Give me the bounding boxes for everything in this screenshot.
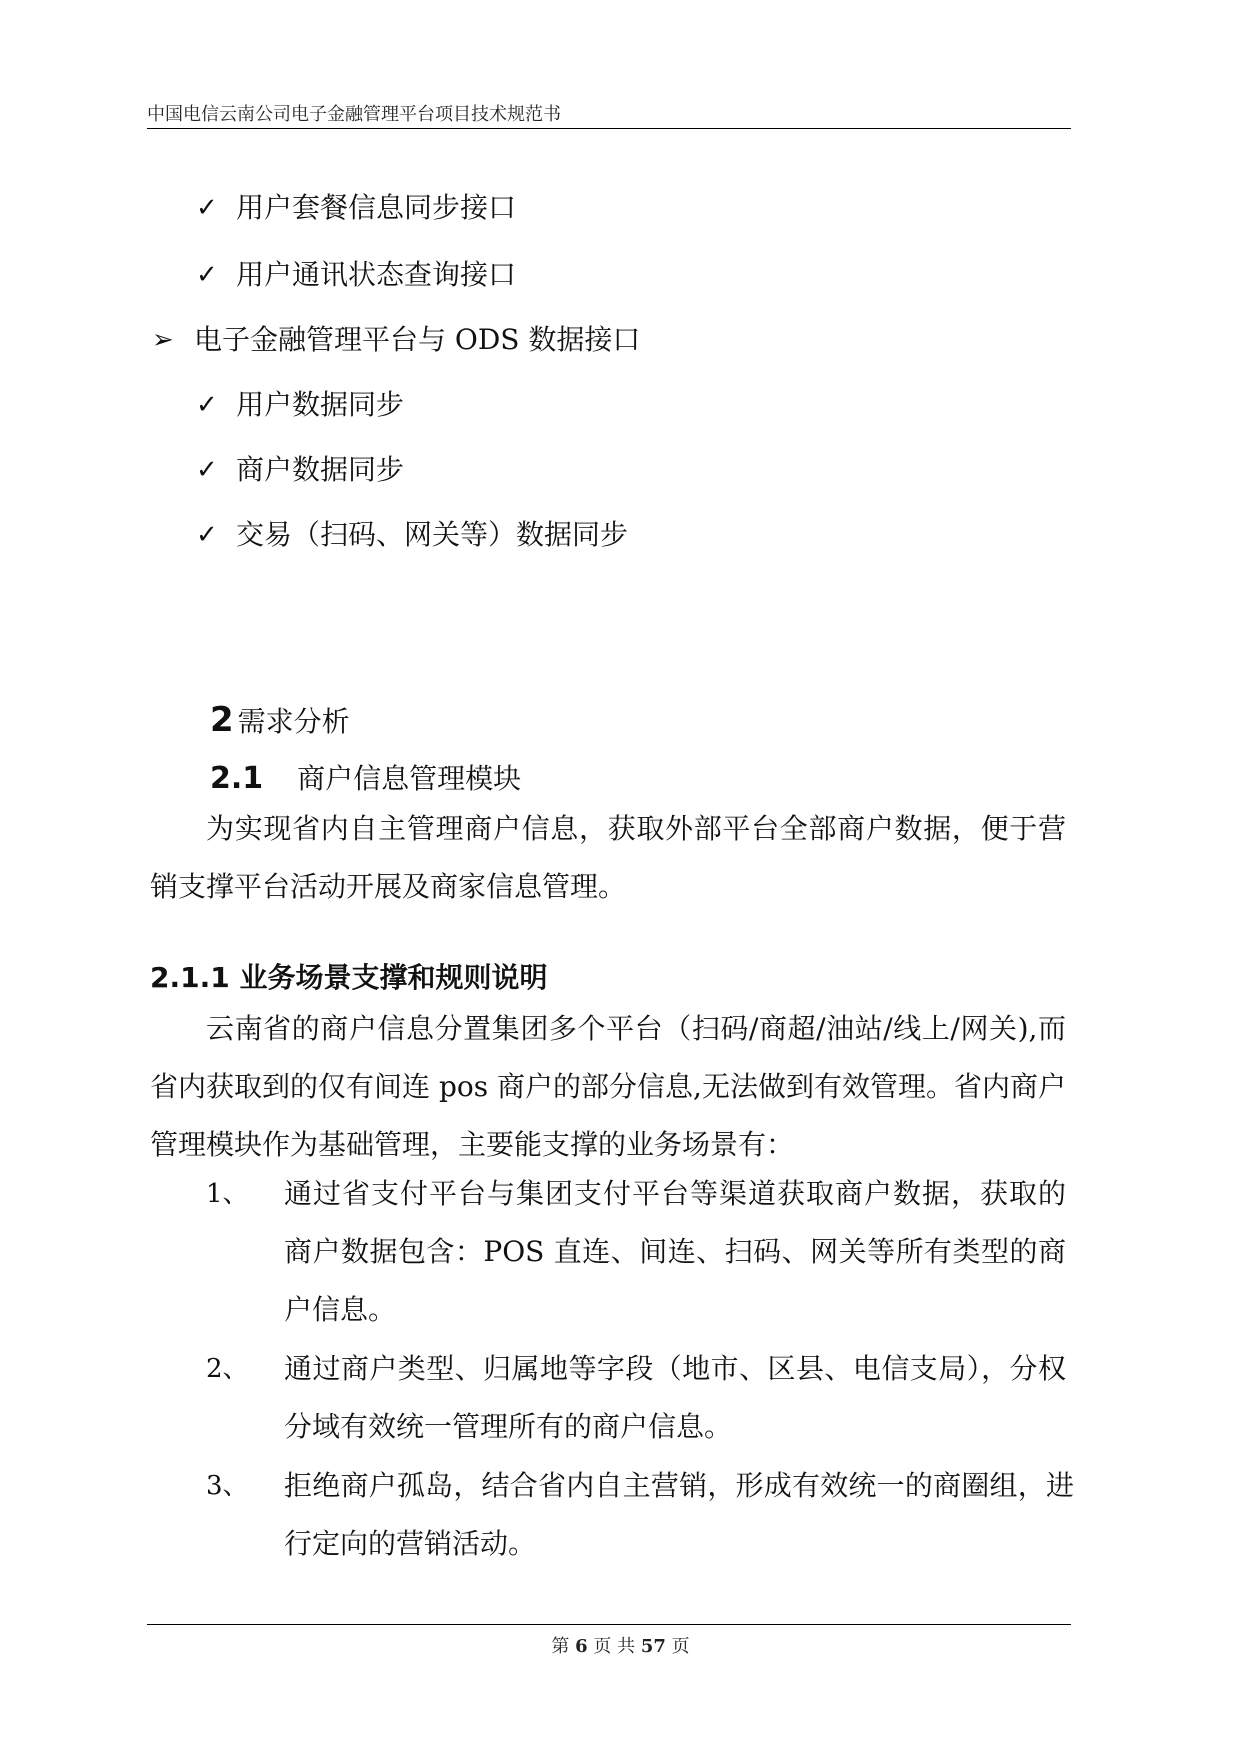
section-heading xyxy=(210,700,350,740)
check-icon: ✓ xyxy=(196,520,218,550)
list-item: 交易（扫码、网关等）数据同步 xyxy=(236,518,629,551)
footer-prefix: 第 xyxy=(551,1636,570,1657)
item-number: 2、 xyxy=(206,1354,249,1384)
header-divider xyxy=(147,128,1071,129)
footer-mid: 页 共 xyxy=(593,1636,636,1657)
arrow-bullet-icon: ➢ xyxy=(152,325,174,355)
subsection-number: 2.1 xyxy=(210,761,264,796)
section-title: 需求分析 xyxy=(237,705,350,738)
list-item: 用户数据同步 xyxy=(236,388,405,421)
numbered-item-text: 通过商户类型、归属地等字段（地市、区县、电信支局），分权分域有效统一管理所有的商户信息。 xyxy=(284,1352,1066,1443)
section-number: 2 xyxy=(210,700,234,740)
footer-suffix: 页 xyxy=(671,1636,690,1657)
page-number: 6 xyxy=(575,1636,588,1657)
page-header-title: 中国电信云南公司电子金融管理平台项目技术规范书 xyxy=(147,104,561,125)
footer-divider xyxy=(147,1624,1071,1625)
check-icon: ✓ xyxy=(196,193,218,223)
item-number: 3、 xyxy=(206,1471,249,1501)
list-item: 商户数据同步 xyxy=(236,453,405,486)
intro-paragraph: 为实现省内自主管理商户信息，获取外部平台全部商户数据，便于营销支撑平台活动开展及商家信息管理。 xyxy=(150,812,1066,903)
body-paragraph: 云南省的商户信息分置集团多个平台（扫码/商超/油站/线上/网关),而省内获取到的仅有间连 pos 商户的部分信息,无法做到有效管理。省内商户管理模块作为基础管理，主要能支撑的业务场景有： xyxy=(150,1012,1066,1161)
list-item: 用户通讯状态查询接口 xyxy=(236,258,517,291)
item-number: 1、 xyxy=(206,1179,249,1209)
page-total: 57 xyxy=(640,1636,666,1657)
list-item: 用户套餐信息同步接口 xyxy=(236,191,517,224)
subsection-heading xyxy=(210,757,521,797)
subsection-title: 商户信息管理模块 xyxy=(297,762,522,795)
numbered-item-text: 拒绝商户孤岛，结合省内自主营销，形成有效统一的商圈组，进行定向的营销活动。 xyxy=(284,1469,1074,1560)
page-footer xyxy=(0,1632,1241,1658)
check-icon: ✓ xyxy=(196,390,218,420)
check-icon: ✓ xyxy=(196,260,218,290)
numbered-item-text: 通过省支付平台与集团支付平台等渠道获取商户数据，获取的商户数据包含：POS 直连、间连、扫码、网关等所有类型的商户信息。 xyxy=(284,1177,1066,1326)
check-icon: ✓ xyxy=(196,455,218,485)
list-item-heading: 电子金融管理平台与 ODS 数据接口 xyxy=(194,323,641,356)
subsubsection-heading: 2.1.1 业务场景支撑和规则说明 xyxy=(150,961,548,994)
